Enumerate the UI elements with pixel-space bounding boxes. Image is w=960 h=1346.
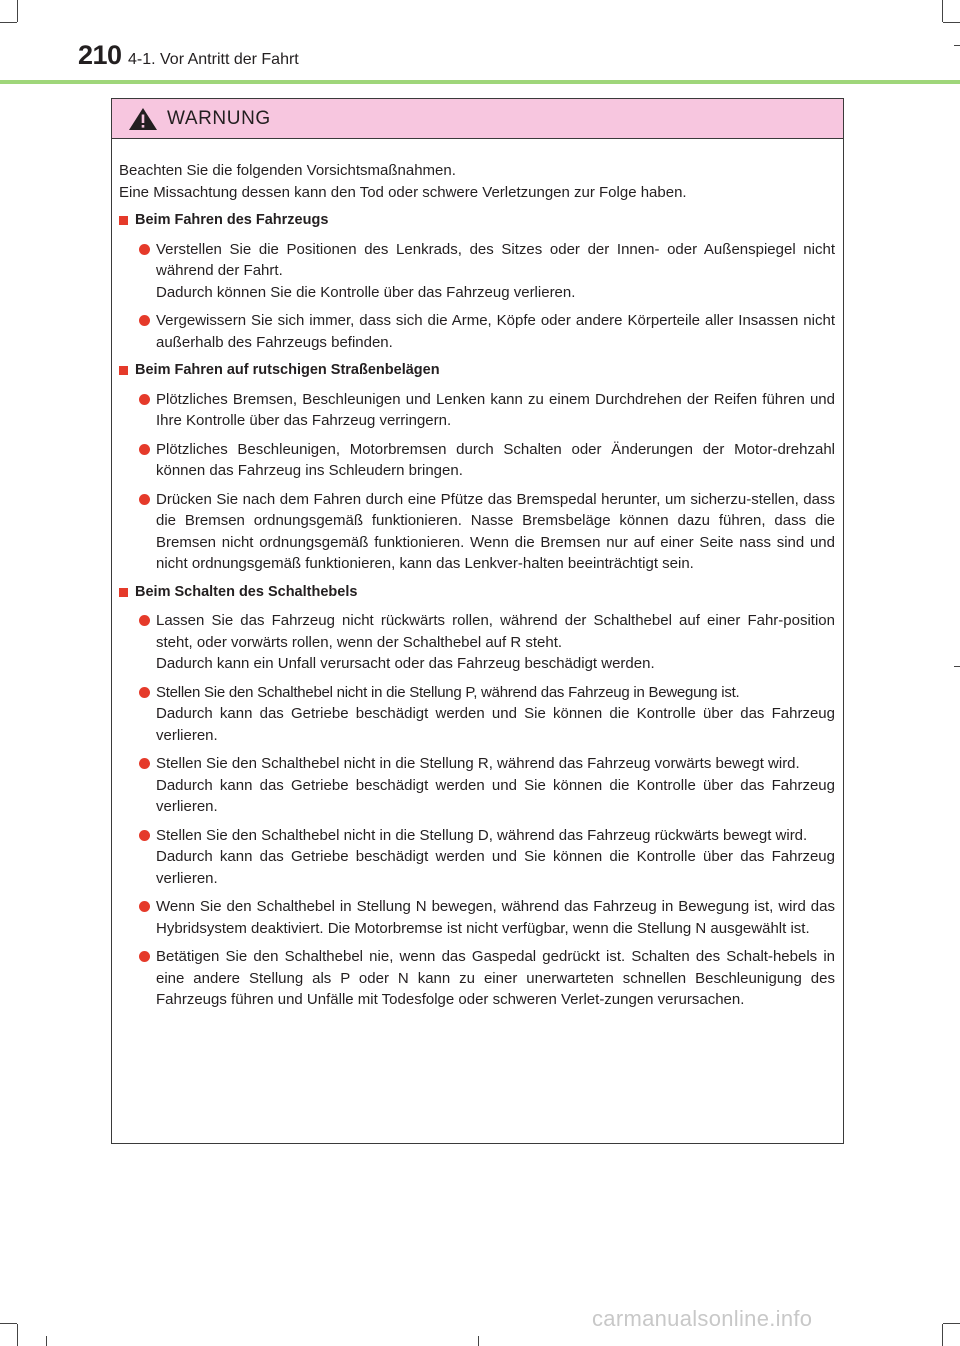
bullet-item [119, 896, 835, 939]
round-bullet-icon [139, 315, 150, 326]
crop-mark [46, 1336, 47, 1346]
warning-intro [119, 160, 835, 203]
bullet-item [119, 389, 835, 432]
round-bullet-icon [139, 951, 150, 962]
section-heading-text: Beim Fahren des Fahrzeugs [135, 212, 329, 228]
warning-body [112, 139, 843, 1011]
bullet-text: Dadurch kann das Getriebe beschädigt werden und Sie können die Kontrolle über das Fahrzeug verlieren. [156, 705, 835, 744]
bullet-text: Plötzliches Beschleunigen, Motorbremsen durch Schalten oder Änderungen der Motor-drehzahl können das Fahrzeug ins Schleudern bringen. [156, 440, 835, 479]
bullet-item [119, 489, 835, 575]
round-bullet-icon [139, 830, 150, 841]
bullet-text: Dadurch kann ein Unfall verursacht oder das Fahrzeug beschädigt werden. [156, 655, 655, 672]
bullet-text: Verstellen Sie die Positionen des Lenkrads, des Sitzes oder der Innen- oder Außenspiegel nicht während der Fahrt. [156, 240, 835, 279]
round-bullet-icon [139, 494, 150, 505]
crop-mark [17, 1324, 18, 1346]
square-bullet-icon [119, 216, 128, 225]
crop-mark [0, 1323, 17, 1324]
round-bullet-icon [139, 901, 150, 912]
bullet-text: Stellen Sie den Schalthebel nicht in die Stellung R, während das Fahrzeug vorwärts bewegt wird. [156, 755, 800, 772]
warning-header [112, 99, 843, 139]
watermark: carmanualsonline.info [592, 1306, 813, 1331]
section-heading [119, 360, 835, 382]
header-rule [0, 80, 960, 84]
bullet-item [119, 310, 835, 353]
crop-mark [943, 22, 960, 23]
bullet-text: Dadurch kann das Getriebe beschädigt werden und Sie können die Kontrolle über das Fahrzeug verlieren. [156, 776, 835, 815]
section-heading-text: Beim Fahren auf rutschigen Straßenbelägen [135, 362, 440, 378]
crop-mark [942, 1324, 943, 1346]
round-bullet-icon [139, 444, 150, 455]
section-title: 4-1. Vor Antritt der Fahrt [128, 51, 299, 68]
round-bullet-icon [139, 615, 150, 626]
bullet-item [119, 682, 835, 747]
section-heading-text: Beim Schalten des Schalthebels [135, 583, 358, 600]
crop-mark [942, 0, 943, 22]
bullet-item [119, 946, 835, 1011]
bullet-text: Lassen Sie das Fahrzeug nicht rückwärts rollen, während der Schalthebel auf einer Fahr-position steht, oder vorwärts rollen, wenn der Schalthebel auf R steht. [156, 612, 835, 651]
section-heading [119, 582, 835, 604]
round-bullet-icon [139, 244, 150, 255]
bullet-text: Plötzliches Bremsen, Beschleunigen und Lenken kann zu einem Durchdrehen der Reifen führen und Ihre Kontrolle über das Fahrzeug verringern. [156, 390, 835, 429]
bullet-text: Dadurch können Sie die Kontrolle über das Fahrzeug verlieren. [156, 283, 576, 301]
bullet-item [119, 610, 835, 675]
crop-mark [17, 0, 18, 22]
round-bullet-icon [139, 758, 150, 769]
warning-box [111, 98, 844, 1144]
round-bullet-icon [139, 687, 150, 698]
crop-mark [954, 45, 960, 46]
bullet-text: Drücken Sie nach dem Fahren durch eine Pfütze das Bremspedal herunter, um sicherzu-stellen, dass die Bremsen ordnungsgemäß funktionieren. Nasse Bremsbeläge können dazu führen, dass die Bremsen nicht ordnungsgemäß funktionieren. Wenn die Bremsen nur auf einer Seite nass sind und nicht ordnungsgemäß funktionieren, kann das Lenkver-halten beeinträchtigt sein. [156, 490, 835, 572]
square-bullet-icon [119, 588, 128, 597]
round-bullet-icon [139, 394, 150, 405]
bullet-text: Wenn Sie den Schalthebel in Stellung N bewegen, während das Fahrzeug in Bewegung ist, wird das Hybridsystem deaktiviert. Die Motorbremse ist nicht verfügbar, wenn die Stellung N ausgewählt ist. [156, 898, 835, 937]
square-bullet-icon [119, 366, 128, 375]
bullet-item [119, 239, 835, 304]
page-number: 210 [78, 40, 122, 70]
warning-triangle-icon [128, 107, 158, 131]
bullet-text: Stellen Sie den Schalthebel nicht in die Stellung D, während das Fahrzeug rückwärts bewegt wird. [156, 826, 808, 844]
warning-title: WARNUNG [167, 107, 271, 129]
bullet-item [119, 439, 835, 482]
section-heading [119, 210, 835, 232]
crop-mark [943, 1323, 960, 1324]
bullet-text: Betätigen Sie den Schalthebel nie, wenn das Gaspedal gedrückt ist. Schalten des Schalt-hebels in eine andere Stellung als P oder N kann zu einer unerwarteten schnellen Beschleunigung des Fahrzeugs führen und Unfälle mit Todesfolge oder schweren Verlet-zungen verursachen. [156, 948, 835, 1008]
bullet-text: Vergewissern Sie sich immer, dass sich die Arme, Köpfe oder andere Körperteile aller Insassen nicht außerhalb des Fahrzeugs befinden. [156, 312, 835, 351]
bullet-text: Stellen Sie den Schalthebel nicht in die Stellung P, während das Fahrzeug in Bewegung ist. [156, 683, 740, 701]
crop-mark [478, 1336, 479, 1346]
crop-mark [954, 666, 960, 667]
intro-line: Beachten Sie die folgenden Vorsichtsmaßnahmen. [119, 162, 456, 179]
bullet-item [119, 753, 835, 818]
crop-mark [0, 22, 17, 23]
bullet-item [119, 825, 835, 890]
intro-line: Eine Missachtung dessen kann den Tod oder schwere Verletzungen zur Folge haben. [119, 183, 687, 201]
bullet-text: Dadurch kann das Getriebe beschädigt werden und Sie können die Kontrolle über das Fahrzeug verlieren. [156, 848, 835, 887]
